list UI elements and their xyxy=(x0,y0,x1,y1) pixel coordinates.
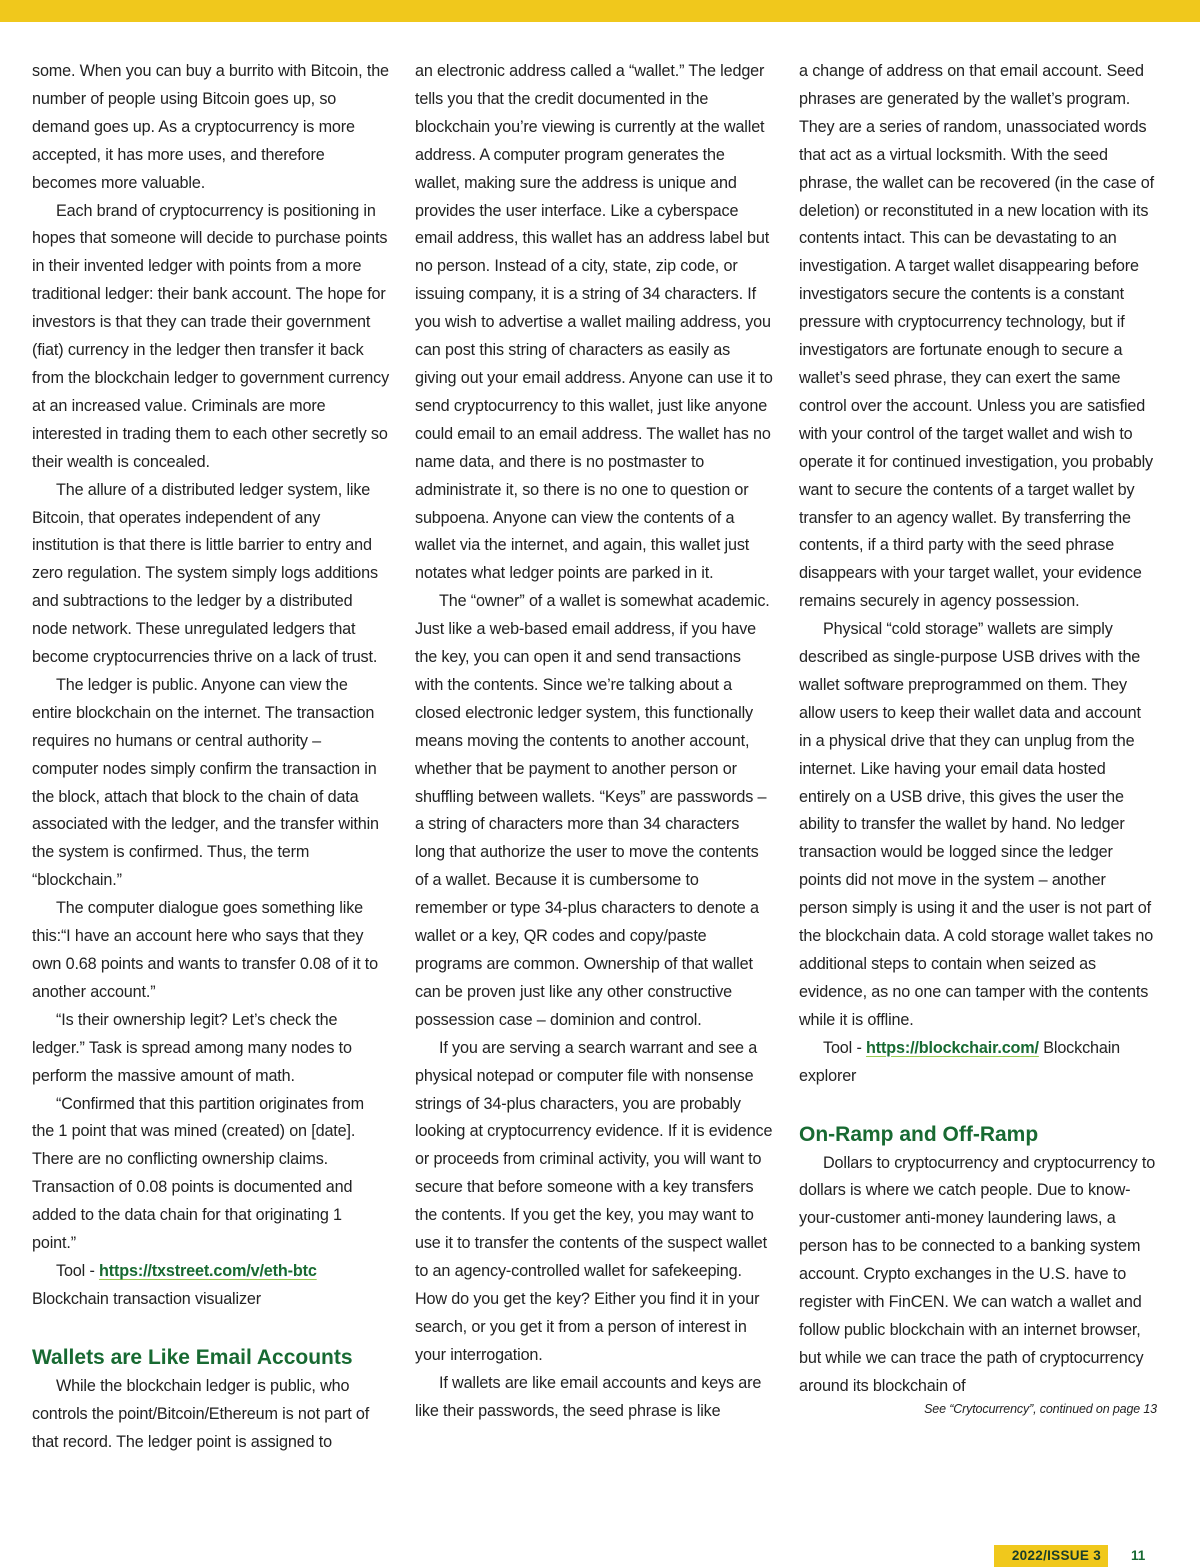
blockchair-link[interactable]: https://blockchair.com/ xyxy=(866,1038,1039,1057)
section-heading-on-ramp: On-Ramp and Off-Ramp xyxy=(799,1122,1039,1146)
txstreet-link[interactable]: https://txstreet.com/v/eth-btc xyxy=(99,1261,317,1280)
section-heading-wallets: Wallets are Like Email Accounts xyxy=(32,1345,353,1369)
tool-prefix: Tool - xyxy=(56,1261,100,1280)
body-paragraph: The computer dialogue goes something like this:“I have an account here who says that they own 0.68 points and wants to transfer 0.08 of it to another account.” xyxy=(32,899,378,1001)
column-3 xyxy=(799,58,1157,1417)
tool-description: Blockchain explorer xyxy=(799,1038,1121,1085)
body-paragraph: some. When you can buy a burrito with Bitcoin, the number of people using Bitcoin goes up, so demand goes up. As a cryptocurrency is more accepted, it has more uses, and therefore becomes more valuable. xyxy=(32,62,389,192)
body-paragraph: The allure of a distributed ledger system, like Bitcoin, that operates independent of any institution is that there is little barrier to entry and zero regulation. The system simply logs additions and subtractions to the ledger by a distributed node network. These unregulated ledgers that become cryptocurrencies thrive on a lack of trust. xyxy=(32,480,378,667)
body-paragraph: Dollars to cryptocurrency and cryptocurrency to dollars is where we catch people. Due to know-your-customer anti-money laundering laws, a person has to be connected to a banking system account. Crypto exchanges in the U.S. have to register with FinCEN. We can watch a wallet and follow public blockchain with an internet browser, but while we can trace the path of cryptocurrency around its blockchain of xyxy=(799,1153,1156,1395)
body-paragraph: “Is their ownership legit? Let’s check the ledger.” Task is spread among many nodes to perform the massive amount of math. xyxy=(32,1010,352,1085)
body-paragraph: an electronic address called a “wallet.” The ledger tells you that the credit documented in the blockchain you’re viewing is currently at the wallet address. A computer program generates the wallet, making sure the address is unique and provides the user interface. Like a cyberspace email address, this wallet has an address label but no person. Instead of a city, state, zip code, or issuing company, it is a string of 34 characters. If you wish to advertise a wallet mailing address, you can post this string of characters as easily as giving out your email address. Anyone can use it to send cryptocurrency to this wallet, just like anyone could email to an email address. The wallet has no name data, and there is no postmaster to administrate it, so there is no one to question or subpoena. Anyone can view the contents of a wallet via the internet, and again, this wallet just notates what ledger points are parked in it. xyxy=(415,62,773,583)
tool-reference xyxy=(32,1258,390,1314)
column-2 xyxy=(415,58,773,1425)
body-paragraph: If you are serving a search warrant and see a physical notepad or computer file with nonsense strings of 34-plus characters, you are probably looking at cryptocurrency evidence. If it is evidence or proceeds from criminal activity, you will want to secure that before someone with a key transfers the contents. If you get the key, you may want to use it to transfer the contents of the suspect wallet to an agency-controlled wallet for safekeeping. How do you get the key? Either you find it in your search, or you get it from a person of interest in your interrogation. xyxy=(415,1038,773,1364)
body-paragraph: The “owner” of a wallet is somewhat academic. Just like a web-based email address, if you have the key, you can open it and send transactions with the contents. Since we’re talking about a closed electronic ledger system, this functionally means moving the contents to another account, whether that be payment to another person or shuffling between wallets. “Keys” are passwords – a string of characters more than 34 characters long that authorize the user to move the contents of a wallet. Because it is cumbersome to remember or type 34-plus characters to denote a wallet or a key, QR codes and copy/paste programs are common. Ownership of that wallet can be proven just like any other constructive possession case – dominion and control. xyxy=(415,592,770,1029)
body-paragraph: While the blockchain ledger is public, who controls the point/Bitcoin/Ethereum is not part of that record. The ledger point is assigned to xyxy=(32,1376,370,1451)
tool-prefix: Tool - xyxy=(823,1038,867,1057)
body-paragraph: “Confirmed that this partition originates from the 1 point that was mined (created) on [date]. There are no conflicting ownership claims. Transaction of 0.08 points is documented and added to the data chain for that originating 1 point.” xyxy=(32,1094,364,1253)
body-paragraph: The ledger is public. Anyone can view the entire blockchain on the internet. The transaction requires no humans or central authority – computer nodes simply confirm the transaction in the block, attach that block to the chain of data associated with the ledger, and the transfer within the system is confirmed. Thus, the term “blockchain.” xyxy=(32,675,379,890)
column-1 xyxy=(32,58,390,1457)
tool-description: Blockchain transaction visualizer xyxy=(32,1289,261,1308)
top-accent-bar xyxy=(0,0,1200,22)
body-paragraph: If wallets are like email accounts and keys are like their passwords, the seed phrase is like xyxy=(415,1373,762,1420)
page-number: 11 xyxy=(1131,1548,1146,1563)
issue-badge: 2022/ISSUE 3 xyxy=(994,1545,1108,1567)
body-paragraph: Each brand of cryptocurrency is positioning in hopes that someone will decide to purchase points in their invented ledger with points from a more traditional ledger: their bank account. The hope for investors is that they can trade their government (fiat) currency in the ledger then transfer it back from the blockchain ledger to government currency at an increased value. Criminals are more interested in trading them to each other secretly so their wealth is concealed. xyxy=(32,201,390,471)
body-paragraph: Physical “cold storage” wallets are simply described as single-purpose USB drives with the wallet software preprogrammed on them. They allow users to keep their wallet data and account in a physical drive that they can unplug from the internet. Like having your email data hosted entirely on a USB drive, this gives the user the ability to transfer the wallet by hand. No ledger transaction would be logged since the ledger points did not move in the system – another person simply is using it and the user is not part of the blockchain data. A cold storage wallet takes no additional steps to contain when seized as evidence, as no one can tamper with the contents while it is offline. xyxy=(799,620,1154,1029)
continued-note: See “Crytocurrency”, continued on page 13 xyxy=(924,1401,1157,1416)
tool-reference xyxy=(799,1035,1157,1091)
body-paragraph: a change of address on that email account. Seed phrases are generated by the wallet’s program. They are a series of random, unassociated words that act as a virtual locksmith. With the seed phrase, the wallet can be recovered (in the case of deletion) or reconstituted in a new location with its contents intact. This can be devastating to an investigation. A target wallet disappearing before investigators secure the contents is a constant pressure with cryptocurrency technology, but if investigators are fortunate enough to secure a wallet’s seed phrase, they can exert the same control over the account. Unless you are satisfied with your control of the target wallet and wish to operate it for continued investigation, you probably want to secure the contents of a target wallet by transfer to an agency wallet. By transferring the contents, if a third party with the seed phrase disappears with your target wallet, your evidence remains securely in agency possession. xyxy=(799,62,1154,611)
